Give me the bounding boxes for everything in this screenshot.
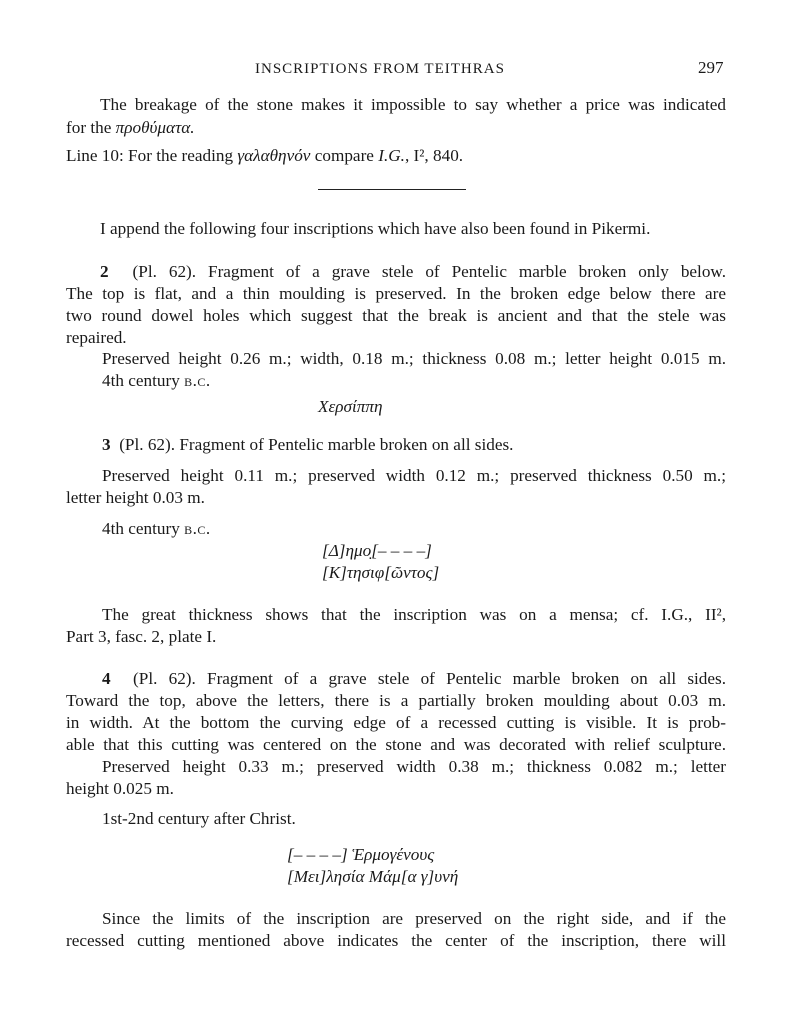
page-number: 297 (698, 58, 724, 77)
entry-3-note-2: Part 3, fasc. 2, plate I. (66, 627, 217, 646)
intro-line-1: The breakage of the stone makes it impossible to say whether a price was indicated (100, 95, 726, 114)
intro-line-3: Line 10: For the reading γαλαθηνόν compare I.G., I², 840. (66, 146, 464, 165)
entry-4-line-4: able that this cutting was centered on the stone and was decorated with relief sculpture. (66, 735, 726, 754)
entry-number: 4 (102, 669, 111, 688)
greek-word: γαλαθηνόν (237, 146, 311, 165)
entry-number: 3 (102, 435, 111, 454)
entry-4-inscription-line-2: [Μει]λησία Μάμ[α γ]υνή (287, 867, 459, 886)
greek-word: προθύματα. (115, 118, 195, 137)
entry-3-note-1: The great thickness shows that the inscription was on a mensa; cf. I.G., II², (102, 605, 726, 624)
running-head: INSCRIPTIONS FROM TEITHRAS (255, 61, 505, 77)
entry-2-dimensions: Preserved height 0.26 m.; width, 0.18 m.; thickness 0.08 m.; letter height 0.015 m. (102, 349, 726, 368)
closing-line-1: Since the limits of the inscription are preserved on the right side, and if the (102, 909, 726, 928)
append-note: I append the following four inscriptions which have also been found in Pikermi. (100, 219, 651, 238)
entry-3-dimensions-1: Preserved height 0.11 m.; preserved width 0.12 m.; preserved thickness 0.50 m.; (102, 466, 726, 485)
entry-4-date: 1st-2nd century after Christ. (102, 809, 296, 828)
entry-4-line-2: Toward the top, above the letters, there is a partially broken moulding about 0.03 m. (66, 691, 726, 710)
reference: I.G. (378, 146, 405, 165)
entry-4-dimensions-1: Preserved height 0.33 m.; preserved width 0.38 m.; thickness 0.082 m.; letter (102, 757, 726, 776)
entry-2-line-1: 2 (Pl. 62). Fragment of a grave stele of Pentelic marble broken only below. (100, 262, 727, 281)
entry-2-line-3: two round dowel holes which suggest that the break is ancient and that the stele was (66, 306, 726, 325)
closing-line-2: recessed cutting mentioned above indicates the center of the inscription, there will (66, 931, 726, 950)
intro-line-2: for the προθύματα. (66, 118, 195, 137)
entry-3-line-1: 3 (Pl. 62). Fragment of Pentelic marble broken on all sides. (102, 435, 514, 454)
section-divider (318, 189, 466, 190)
entry-2-line-2: The top is flat, and a thin moulding is preserved. In the broken edge below there are (66, 284, 726, 303)
entry-4-line-1: 4 (Pl. 62). Fragment of a grave stele of Pentelic marble broken on all sides. (102, 669, 727, 688)
entry-2-inscription: Χερσίππη (318, 397, 383, 416)
entry-4-dimensions-2: height 0.025 m. (66, 779, 174, 798)
entry-4-inscription-line-1: [– – – –] Ἑρμογένους (287, 845, 435, 864)
entry-3-inscription-line-1: [Δ]ημο̣[– – – –] (322, 541, 432, 560)
entry-2-line-4: repaired. (66, 328, 127, 347)
entry-number: 2 (100, 262, 109, 281)
entry-3-date: 4th century b.c. (102, 519, 211, 538)
entry-3-inscription-line-2: [Κ]τησιφ[ῶντος] (322, 563, 440, 582)
entry-3-dimensions-2: letter height 0.03 m. (66, 488, 205, 507)
entry-2-date: 4th century b.c. (102, 371, 211, 390)
entry-4-line-3: in width. At the bottom the curving edge of a recessed cutting is visible. It is prob- (66, 713, 726, 732)
